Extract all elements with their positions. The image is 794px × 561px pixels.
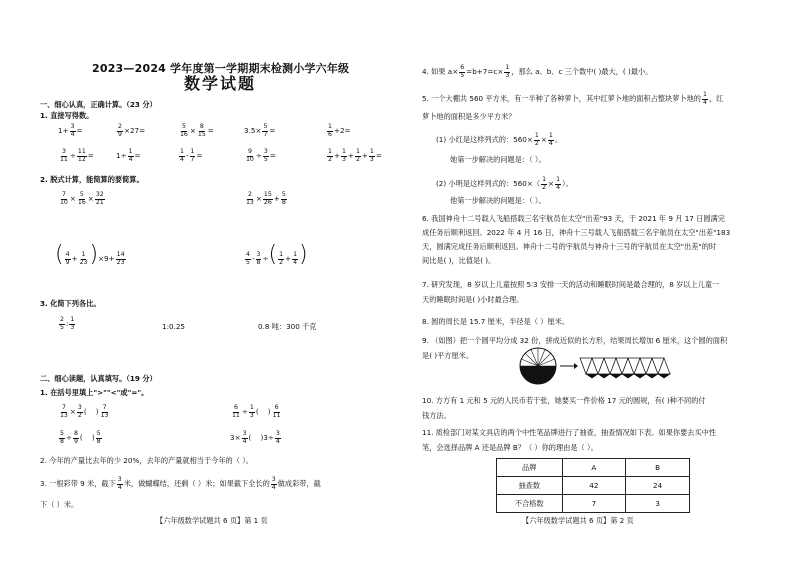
q4-text: 4. 如果 a× $\frac{6}{5}$ =b+7=c× $\frac{1}{3}$ ，那么 a、b、c 三个数中( )最大，( )最小。	[422, 64, 653, 79]
q5-part2-question: 他第一步解决的问题是：（ ）。	[450, 196, 546, 205]
exam-title: 2023—2024 学年度第一学期期末检测小学六年级	[92, 62, 350, 75]
fraction: $\frac{1}{3}$	[341, 148, 346, 163]
pen-quality-table	[496, 458, 690, 513]
q5-part2: (2) 小明是这样列式的：560×（ $\frac{1}{2}$ × $\frac{1}{4}$ ）。	[436, 176, 573, 191]
calc-r2-3: $\frac{1}{4}$ - $\frac{1}{7}$ =	[180, 148, 203, 163]
fraction: $\frac{3}{4}$	[70, 123, 75, 138]
table-row	[497, 477, 690, 495]
q11-line-1: 11. 质检部门对某文具店的两个中性笔品牌进行了抽查，抽查情况如下表。如果你要去买中性	[422, 428, 717, 437]
step-calc-3: ( $\frac{4}{9}$ + $\frac{1}{23}$ )×9+ $\frac{14}{23}$	[55, 242, 125, 267]
fraction: $\frac{1}{3}$	[369, 148, 374, 163]
fraction: $\frac{11}{12}$	[77, 148, 86, 163]
q5-part1: (1) 小红是这样列式的：560× $\frac{1}{2}$ × $\frac{1}{4}$ 。	[436, 132, 563, 147]
step-calc-4: $\frac{4}{5}$ - $\frac{3}{8}$ ÷( $\frac{1}{2}$ + $\frac{1}{4}$ )	[246, 242, 308, 267]
table-row	[497, 495, 690, 513]
fraction: $\frac{7}{10}$	[60, 191, 68, 206]
fraction: $\frac{5}{8}$	[96, 430, 101, 445]
fraction: $\frac{3}{4}$	[117, 476, 122, 491]
compare-1: $\frac{7}{13}$ × $\frac{3}{2}$ ( ) $\frac{7}{13}$	[60, 404, 109, 419]
fraction: $\frac{1}{3}$	[505, 64, 510, 79]
table-header-cell: 品牌	[497, 459, 563, 477]
fraction: $\frac{6}{11}$	[232, 404, 240, 419]
fraction: $\frac{2}{9}$	[118, 123, 122, 138]
fraction: $\frac{6}{11}$	[272, 404, 281, 419]
q6-line-4: 间比是( )，比值是( )。	[422, 256, 496, 265]
calc-r1-2: $\frac{2}{9}$ ×27=	[118, 123, 146, 138]
fraction: $\frac{9}{10}$	[246, 148, 254, 163]
calc-r1-5: $\frac{1}{6}$ +2=	[328, 123, 351, 138]
fraction: $\frac{1}{3}$	[70, 316, 75, 331]
q3-heading: 3. 化简下列各比。	[40, 299, 101, 308]
fraction: $\frac{8}{9}$	[73, 430, 78, 445]
q10-line-2: 钱方法。	[422, 411, 451, 420]
fraction: $\frac{1}{3}$	[249, 404, 254, 419]
table-cell: 42	[562, 477, 626, 495]
fraction: $\frac{32}{21}$	[95, 191, 104, 206]
fraction: $\frac{1}{4}$	[128, 148, 133, 163]
fraction: $\frac{2}{13}$	[246, 191, 254, 206]
fraction: $\frac{1}{4}$	[556, 176, 560, 191]
circle-to-rectangle-figure	[518, 346, 678, 388]
q5-text: 5. 一个大棚共 560 平方米，有一半种了各种萝卜，其中红萝卜地的面积占整块萝卜地的 $\frac{1}{4}$ ，红	[422, 91, 724, 106]
calc-r2-1: $\frac{3}{11}$ ÷ $\frac{11}{12}$ =	[60, 148, 94, 163]
q1b-heading: 1. 在括号里填上">""<"或"="。	[40, 388, 149, 397]
q8-text: 8. 圆的周长是 15.7 厘米，半径是（ ）厘米。	[422, 317, 570, 326]
fraction: $\frac{6}{5}$	[460, 64, 465, 79]
fraction: $\frac{5}{7}$	[263, 123, 268, 138]
q7-line-1: 7. 研究发现，8 岁以上儿童按照 5∶3 安排一天的活动和睡眠时间是最合理的，8 岁以上儿童一	[422, 280, 720, 289]
exam-page-2	[400, 0, 794, 561]
fraction: $\frac{1}{4}$	[293, 250, 297, 266]
q5-text-cont: 萝卜地的面积是多少平方米？	[422, 112, 516, 121]
section-1-heading: 一、细心认真，正确计算。（23 分）	[40, 100, 157, 109]
q7-line-2: 天的睡眠时间是( )小时最合理。	[422, 295, 524, 304]
table-cell: 24	[626, 477, 690, 495]
table-header-cell: A	[562, 459, 626, 477]
ratio-2: 1:0.25	[162, 322, 185, 331]
rearranged-rectangle-icon	[580, 358, 670, 378]
fraction: $\frac{3}{4}$	[275, 430, 280, 445]
fraction: $\frac{1}{6}$	[328, 123, 332, 138]
calc-r1-1: 1+ $\frac{3}{4}$ =	[58, 123, 83, 138]
q9-line-2: 是( )平方厘米。	[422, 351, 474, 360]
fraction: $\frac{1}{2}$	[534, 132, 539, 147]
fraction: $\frac{3}{5}$	[263, 148, 268, 163]
fraction: $\frac{1}{7}$	[190, 148, 195, 163]
q10-line-1: 10. 方方有 1 元和 5 元的人民币若干张，她要买一件价格 17 元的圆规，有( )种不同的付	[422, 396, 706, 405]
fraction: $\frac{1}{4}$	[703, 91, 707, 106]
table-header-cell: B	[626, 459, 690, 477]
q2-heading: 2. 脱式计算，能简算的要简算。	[40, 175, 144, 184]
q2b-text: 2. 今年的产量比去年的少 20%，去年的产量就相当于今年的（ ）。	[40, 456, 253, 465]
q1-heading: 1. 直接写得数。	[40, 111, 94, 120]
fraction: $\frac{1}{2}$	[279, 250, 284, 266]
fraction: $\frac{5}{8}$	[60, 430, 64, 445]
q3b-text-cont: 下（ ）米。	[40, 500, 79, 509]
calc-r1-3: $\frac{5}{16}$ × $\frac{8}{15}$ =	[180, 123, 214, 138]
q6-line-3: 天，圆满完成任务后顺利返回。神舟十二号的宇航员与神舟十三号的宇航员在太空"出差"的时	[422, 242, 717, 251]
fraction: $\frac{7}{13}$	[100, 404, 109, 419]
q11-line-2: 笔，会选择品牌 A 还是品牌 B？（ ）你的理由是（ ）。	[422, 443, 598, 452]
fraction: $\frac{4}{5}$	[246, 250, 250, 266]
q3b-text: 3. 一根彩带 9 米，截下 $\frac{3}{4}$ 米，做蝴蝶结，还剩（ ）米；如果截下全长的 $\frac{3}{4}$ 做成彩带，截	[40, 476, 321, 491]
compare-2: $\frac{6}{11}$ ÷ $\frac{1}{3}$ ( ) $\frac{6}{11}$	[232, 404, 281, 419]
fraction: $\frac{1}{2}$	[355, 148, 360, 163]
q5-part1-question: 她第一步解决的问题是：（ ）。	[450, 155, 546, 164]
calc-r2-2: 1÷ $\frac{1}{4}$ =	[116, 148, 141, 163]
calc-r2-4: $\frac{9}{10}$ ÷ $\frac{3}{5}$ =	[246, 148, 276, 163]
table-header-row	[497, 459, 690, 477]
fraction: $\frac{3}{2}$	[77, 404, 82, 419]
ratio-1: $\frac{2}{5}$ : $\frac{1}{3}$	[60, 316, 75, 331]
fraction: $\frac{1}{23}$	[79, 250, 88, 266]
fraction: $\frac{1}{2}$	[542, 176, 547, 191]
fraction: $\frac{1}{2}$	[328, 148, 332, 163]
q6-line-2: 成任务后顺利返回。2022 年 4 月 16 日，神舟十三号载人飞船搭载三名宇航员在太空"出差"183	[422, 228, 731, 237]
fraction: $\frac{15}{26}$	[263, 191, 272, 206]
calc-r2-5: $\frac{1}{2}$ + $\frac{1}{3}$ + $\frac{1}{2}$ + $\frac{1}{3}$ =	[328, 148, 382, 163]
fraction: $\frac{1}{4}$	[548, 132, 553, 147]
ratio-3: 0.8 吨：300 千克	[258, 322, 317, 331]
fraction: $\frac{3}{4}$	[271, 476, 276, 491]
exam-subtitle: 数学试题	[184, 74, 257, 93]
compare-4: 3× $\frac{3}{4}$ ( )3÷ $\frac{3}{4}$	[230, 430, 280, 445]
q6-line-1: 6. 我国神舟十二号载人飞船搭载三名宇航员在太空"出差"93 天，于 2021 年 9 月 17 日圆满完	[422, 214, 725, 223]
fraction: $\frac{5}{16}$	[180, 123, 188, 138]
calc-r1-4: 3.5× $\frac{5}{7}$ =	[244, 123, 276, 138]
compare-3: $\frac{5}{8}$ ÷ $\frac{8}{9}$ ( ) $\frac{5}{8}$	[60, 430, 101, 445]
fraction: $\frac{5}{16}$	[77, 191, 86, 206]
q9-line-1: 9. （如图）把一个圆平均分成 32 份，拼成近似的长方形，结果周长增加 6 厘米，这个圆的面积	[422, 336, 728, 345]
fraction: $\frac{3}{11}$	[60, 148, 68, 163]
table-cell: 不合格数	[497, 495, 563, 513]
fraction: $\frac{1}{4}$	[180, 148, 184, 163]
fraction: $\frac{4}{9}$	[65, 250, 70, 266]
step-calc-2: $\frac{2}{13}$ × $\frac{15}{26}$ + $\frac{5}{8}$	[246, 191, 286, 206]
table-cell: 7	[562, 495, 626, 513]
table-cell: 3	[626, 495, 690, 513]
table-cell: 抽查数	[497, 477, 563, 495]
page-footer-1: 【六年级数学试题共 6 页】第 1 页	[156, 516, 268, 525]
fraction: $\frac{3}{8}$	[256, 250, 261, 266]
fraction: $\frac{14}{23}$	[116, 250, 125, 266]
fraction: $\frac{8}{15}$	[197, 123, 206, 138]
fraction: $\frac{3}{4}$	[242, 430, 247, 445]
section-2-heading: 二、细心读题，认真填写。（19 分）	[40, 374, 157, 383]
fraction: $\frac{5}{8}$	[281, 191, 286, 206]
arrow-right-icon	[560, 363, 578, 369]
divided-circle-icon	[520, 348, 556, 384]
page-footer-2: 【六年级数学试题共 6 页】第 2 页	[522, 516, 634, 525]
fraction: $\frac{7}{13}$	[60, 404, 68, 419]
fraction: $\frac{2}{5}$	[60, 316, 64, 331]
step-calc-1: $\frac{7}{10}$ × $\frac{5}{16}$ × $\frac{32}{21}$	[60, 191, 104, 206]
